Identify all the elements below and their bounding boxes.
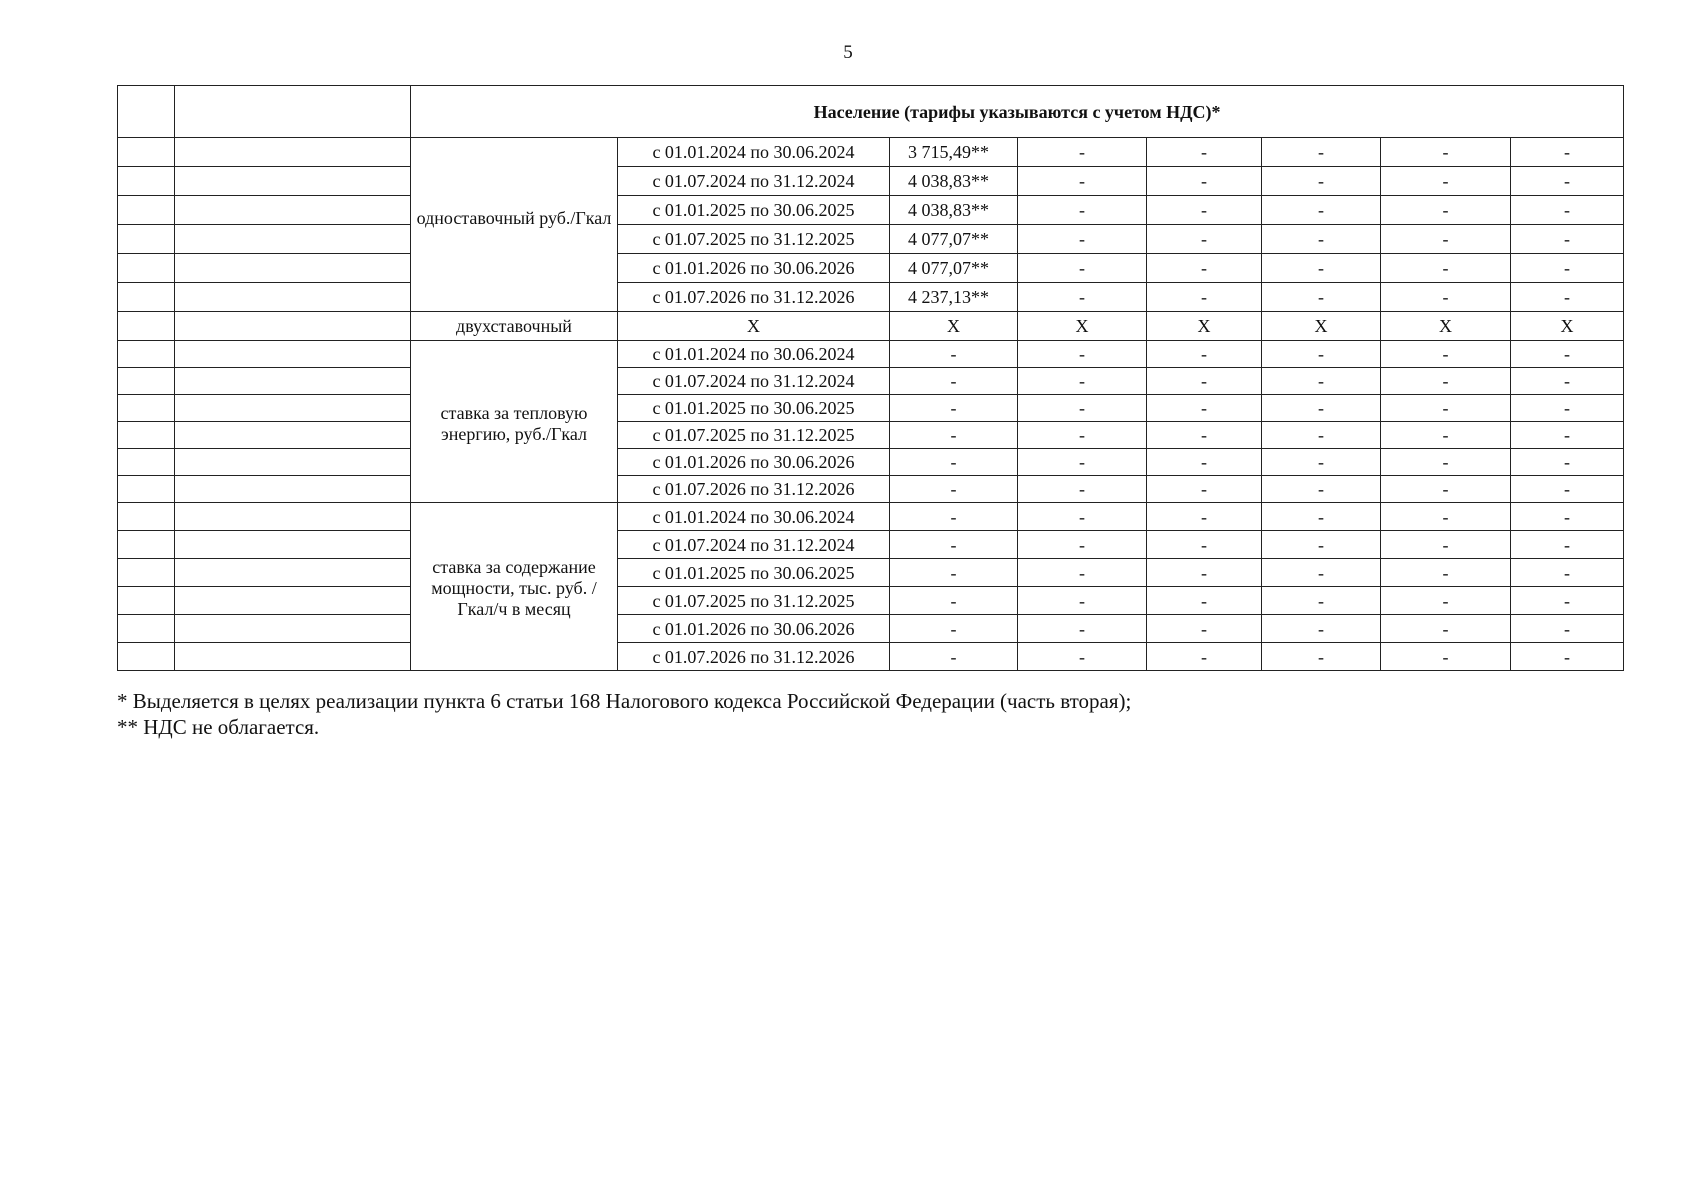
page-number: 5 [843, 42, 853, 63]
table-header-row [118, 86, 1624, 138]
category-label-heat-energy: ставка за тепловую энергию, руб./Гкал [411, 341, 618, 503]
dash-cell: - [1262, 196, 1381, 225]
footnote-no-vat: ** НДС не облагается. [117, 715, 320, 739]
dash-cell: - [1147, 368, 1262, 395]
dash-cell: - [890, 587, 1018, 615]
table-row [118, 167, 1624, 196]
x-mark-cell: X [1511, 312, 1624, 341]
dash-cell: - [1262, 503, 1381, 531]
dash-cell: - [1147, 449, 1262, 476]
dash-cell: - [1147, 341, 1262, 368]
period-cell: с 01.01.2025 по 30.06.2025 [618, 559, 890, 587]
dash-cell: - [1511, 615, 1624, 643]
dash-cell: - [1511, 341, 1624, 368]
x-mark-cell: X [1262, 312, 1381, 341]
dash-cell: - [1511, 422, 1624, 449]
dash-cell: - [1511, 283, 1624, 312]
dash-cell: - [890, 395, 1018, 422]
dash-cell: - [1381, 615, 1511, 643]
dash-cell: - [1262, 341, 1381, 368]
dash-cell: - [1511, 395, 1624, 422]
dash-cell: - [890, 476, 1018, 503]
dash-cell: - [1018, 167, 1147, 196]
category-label-single-rate: одноставочный руб./Гкал [411, 138, 618, 312]
x-mark-cell: X [890, 312, 1018, 341]
dash-cell: - [1381, 341, 1511, 368]
table-row-two-rate [118, 312, 1624, 341]
category-label-capacity: ставка за содержание мощности, тыс. руб. /Гкал/ч в месяц [411, 503, 618, 671]
table-row [118, 531, 1624, 559]
x-mark-cell: X [618, 312, 890, 341]
dash-cell: - [1381, 422, 1511, 449]
period-cell: с 01.07.2026 по 31.12.2026 [618, 643, 890, 671]
dash-cell: - [1018, 587, 1147, 615]
dash-cell: - [1147, 167, 1262, 196]
dash-cell: - [1147, 225, 1262, 254]
dash-cell: - [1147, 422, 1262, 449]
dash-cell: - [1018, 531, 1147, 559]
period-cell: с 01.01.2024 по 30.06.2024 [618, 341, 890, 368]
dash-cell: - [1018, 254, 1147, 283]
dash-cell: - [1381, 531, 1511, 559]
period-cell: с 01.07.2026 по 31.12.2026 [618, 476, 890, 503]
dash-cell: - [1381, 449, 1511, 476]
dash-cell: - [1147, 196, 1262, 225]
dash-cell: - [1262, 422, 1381, 449]
dash-cell: - [1511, 167, 1624, 196]
dash-cell: - [1381, 225, 1511, 254]
period-cell: с 01.07.2025 по 31.12.2025 [618, 587, 890, 615]
dash-cell: - [890, 341, 1018, 368]
dash-cell: - [1147, 643, 1262, 671]
tariff-table [117, 85, 1624, 671]
tariff-value: 4 077,07** [890, 254, 1018, 283]
period-cell: с 01.01.2024 по 30.06.2024 [618, 503, 890, 531]
dash-cell: - [1018, 283, 1147, 312]
period-cell: с 01.07.2024 по 31.12.2024 [618, 368, 890, 395]
dash-cell: - [1147, 395, 1262, 422]
x-mark-cell: X [1018, 312, 1147, 341]
dash-cell: - [1262, 615, 1381, 643]
dash-cell: - [1262, 167, 1381, 196]
dash-cell: - [890, 559, 1018, 587]
table-row [118, 196, 1624, 225]
dash-cell: - [890, 615, 1018, 643]
dash-cell: - [1262, 395, 1381, 422]
dash-cell: - [890, 531, 1018, 559]
table-row [118, 643, 1624, 671]
tariff-value: 4 038,83** [890, 167, 1018, 196]
dash-cell: - [1147, 138, 1262, 167]
blank-cell [175, 86, 411, 138]
table-row [118, 422, 1624, 449]
dash-cell: - [1511, 196, 1624, 225]
dash-cell: - [1018, 476, 1147, 503]
dash-cell: - [1381, 503, 1511, 531]
dash-cell: - [1262, 449, 1381, 476]
dash-cell: - [1381, 587, 1511, 615]
table-row [118, 476, 1624, 503]
dash-cell: - [1147, 615, 1262, 643]
period-cell: с 01.01.2026 по 30.06.2026 [618, 615, 890, 643]
dash-cell: - [1147, 283, 1262, 312]
dash-cell: - [1381, 167, 1511, 196]
category-label-two-rate: двухставочный [411, 312, 618, 341]
dash-cell: - [1147, 254, 1262, 283]
dash-cell: - [1511, 225, 1624, 254]
tariff-value: 3 715,49** [890, 138, 1018, 167]
dash-cell: - [1511, 138, 1624, 167]
tariff-value: 4 077,07** [890, 225, 1018, 254]
dash-cell: - [1511, 476, 1624, 503]
dash-cell: - [890, 368, 1018, 395]
table-row [118, 503, 1624, 531]
period-cell: с 01.01.2026 по 30.06.2026 [618, 254, 890, 283]
dash-cell: - [1018, 196, 1147, 225]
dash-cell: - [1018, 395, 1147, 422]
period-cell: с 01.07.2025 по 31.12.2025 [618, 225, 890, 254]
dash-cell: - [1018, 615, 1147, 643]
dash-cell: - [1147, 476, 1262, 503]
table-header-title: Население (тарифы указываются с учетом НДС)* [411, 86, 1624, 138]
dash-cell: - [1262, 225, 1381, 254]
dash-cell: - [1511, 587, 1624, 615]
dash-cell: - [1147, 531, 1262, 559]
footnote-vat: * Выделяется в целях реализации пункта 6 статьи 168 Налогового кодекса Российской Федерации (часть вторая); [117, 689, 1132, 713]
dash-cell: - [1381, 138, 1511, 167]
dash-cell: - [1018, 643, 1147, 671]
dash-cell: - [1262, 559, 1381, 587]
dash-cell: - [1511, 368, 1624, 395]
period-cell: с 01.01.2026 по 30.06.2026 [618, 449, 890, 476]
dash-cell: - [1381, 254, 1511, 283]
dash-cell: - [1147, 587, 1262, 615]
dash-cell: - [1262, 587, 1381, 615]
dash-cell: - [1381, 368, 1511, 395]
dash-cell: - [1381, 283, 1511, 312]
dash-cell: - [1018, 422, 1147, 449]
table-row [118, 615, 1624, 643]
dash-cell: - [1381, 559, 1511, 587]
dash-cell: - [1018, 449, 1147, 476]
table-row [118, 254, 1624, 283]
dash-cell: - [1018, 138, 1147, 167]
dash-cell: - [1018, 368, 1147, 395]
x-mark-cell: X [1147, 312, 1262, 341]
dash-cell: - [890, 422, 1018, 449]
dash-cell: - [1262, 283, 1381, 312]
period-cell: с 01.07.2026 по 31.12.2026 [618, 283, 890, 312]
table-row [118, 225, 1624, 254]
dash-cell: - [1262, 476, 1381, 503]
dash-cell: - [1147, 503, 1262, 531]
dash-cell: - [1511, 531, 1624, 559]
dash-cell: - [1381, 395, 1511, 422]
dash-cell: - [1018, 341, 1147, 368]
period-cell: с 01.01.2025 по 30.06.2025 [618, 196, 890, 225]
dash-cell: - [1511, 643, 1624, 671]
footnotes [117, 688, 1131, 740]
period-cell: с 01.07.2024 по 31.12.2024 [618, 167, 890, 196]
period-cell: с 01.01.2025 по 30.06.2025 [618, 395, 890, 422]
dash-cell: - [1511, 254, 1624, 283]
dash-cell: - [1381, 643, 1511, 671]
dash-cell: - [1511, 559, 1624, 587]
table-row [118, 587, 1624, 615]
tariff-value: 4 038,83** [890, 196, 1018, 225]
dash-cell: - [1018, 225, 1147, 254]
table-row [118, 368, 1624, 395]
dash-cell: - [1147, 559, 1262, 587]
dash-cell: - [1511, 503, 1624, 531]
period-cell: с 01.01.2024 по 30.06.2024 [618, 138, 890, 167]
dash-cell: - [1381, 196, 1511, 225]
dash-cell: - [1262, 368, 1381, 395]
dash-cell: - [1511, 449, 1624, 476]
dash-cell: - [890, 503, 1018, 531]
table-row [118, 138, 1624, 167]
dash-cell: - [1262, 138, 1381, 167]
dash-cell: - [1381, 476, 1511, 503]
tariff-value: 4 237,13** [890, 283, 1018, 312]
dash-cell: - [1262, 254, 1381, 283]
dash-cell: - [890, 643, 1018, 671]
period-cell: с 01.07.2025 по 31.12.2025 [618, 422, 890, 449]
table-row [118, 283, 1624, 312]
dash-cell: - [890, 449, 1018, 476]
dash-cell: - [1262, 531, 1381, 559]
dash-cell: - [1262, 643, 1381, 671]
dash-cell: - [1018, 559, 1147, 587]
table-row [118, 559, 1624, 587]
blank-cell [118, 86, 175, 138]
dash-cell: - [1018, 503, 1147, 531]
table-row [118, 395, 1624, 422]
table-row [118, 449, 1624, 476]
period-cell: с 01.07.2024 по 31.12.2024 [618, 531, 890, 559]
table-row [118, 341, 1624, 368]
x-mark-cell: X [1381, 312, 1511, 341]
